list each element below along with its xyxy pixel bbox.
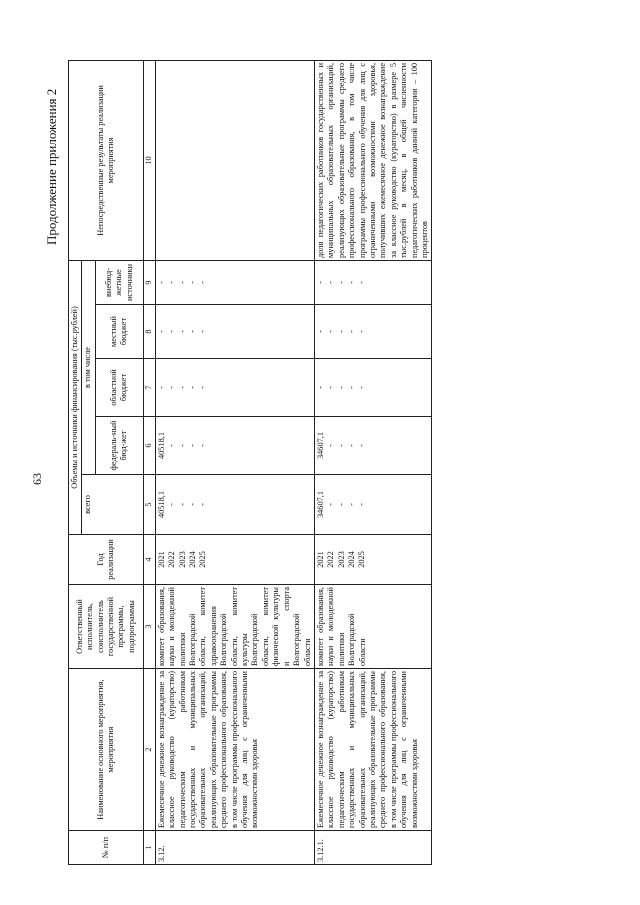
total-cell: - <box>336 503 346 506</box>
row-regional <box>314 359 431 417</box>
header-regional: областной бюджет <box>95 359 143 417</box>
extrabudget-cell: - <box>167 281 177 284</box>
extrabudget-cell: - <box>315 281 325 284</box>
row-result: доля педагогических работников государственных и муниципальных образовательных организаций, реализующих образовательные программы среднего профессионального образования, в том числе программы профессионального обучения для лиц с ограниченными возможностями здоровья, получивших ежемесячное денежное вознаграждение за классное руководство (кураторство) в размере 5 тыс.рублей в месяц, в общей численности педагогических работников данной категории – 100 процентов <box>314 60 431 260</box>
rotated-landscape-sheet <box>0 40 640 905</box>
year-cell: 2021 <box>156 551 166 568</box>
table-row <box>314 60 431 864</box>
local-cell: - <box>198 330 208 333</box>
total-cell: - <box>198 503 208 506</box>
row-result <box>155 60 314 260</box>
extrabudget-cell: - <box>177 281 187 284</box>
header-including: в том числе <box>82 260 95 474</box>
regional-cell: - <box>347 386 357 389</box>
regional-cell: - <box>336 386 346 389</box>
regional-cell: - <box>177 386 187 389</box>
row-federal <box>155 417 314 475</box>
header-funding-group: Объемы и источники финансирования (тыс.рублей) <box>69 260 82 534</box>
total-cell: 40518,1 <box>156 491 166 518</box>
federal-cell: - <box>198 444 208 447</box>
row-extrabudget <box>314 260 431 304</box>
row-local <box>155 305 314 359</box>
regional-cell: - <box>326 386 336 389</box>
federal-cell: - <box>187 444 197 447</box>
header-row-1 <box>69 60 82 864</box>
table-row <box>155 60 314 864</box>
extrabudget-cell: - <box>156 281 166 284</box>
row-name: Ежемесячное денежное вознаграждение за классное руководство (кураторство) педагогическим работникам государственных и муниципальных образовательных организаций, реализующих образовательные программы среднего профессионального образования, в том числе программы профессионального обучения для лиц с ограниченными возможностями здоровья <box>314 669 431 831</box>
extrabudget-cell: - <box>187 281 197 284</box>
row-executor: комитет образования, науки и молодежной политики Волгоградской области <box>314 585 431 669</box>
extrabudget-cell: - <box>347 281 357 284</box>
total-cell: 34607,1 <box>315 491 325 518</box>
row-total <box>314 475 431 535</box>
header-year: Год реализации <box>69 535 144 585</box>
continuation-caption: Продолжение приложения 2 <box>44 88 59 245</box>
federal-cell: - <box>177 444 187 447</box>
local-cell: - <box>187 330 197 333</box>
header-executor: Ответственный исполнитель, соисполнитель государственной программы, подпрограммы <box>69 585 144 669</box>
total-cell: - <box>347 503 357 506</box>
year-cell: 2023 <box>177 551 187 568</box>
row-years <box>155 535 314 585</box>
column-index: 9 <box>143 260 155 304</box>
year-cell: 2024 <box>347 551 357 568</box>
row-executor: комитет образования, науки и молодежной политики Волгоградской области, комитет здравоохранения Волгоградской области, комитет культуры Волгоградской области, комитет физической культуры и спорта Волгоградской области <box>155 585 314 669</box>
federal-cell: 34607,1 <box>315 432 325 459</box>
column-index-row <box>143 60 155 864</box>
local-cell: - <box>156 330 166 333</box>
year-cell: 2023 <box>336 551 346 568</box>
row-years <box>314 535 431 585</box>
page-number: 63 <box>30 473 44 485</box>
column-index: 3 <box>143 585 155 669</box>
year-cell: 2025 <box>357 551 367 568</box>
row-federal <box>314 417 431 475</box>
header-federal: федераль-ный бюд-жет <box>95 417 143 475</box>
row-total <box>155 475 314 535</box>
local-cell: - <box>336 330 346 333</box>
column-index: 1 <box>143 831 155 865</box>
local-cell: - <box>177 330 187 333</box>
row-name: Ежемесячное денежное вознаграждение за классное руководство (кураторство) педагогическим работникам государственных и муниципальных образовательных организаций, реализующих образовательные программы среднего профессионального образования, в том числе программы профессионального обучения для лиц с ограниченными возможностями здоровья <box>155 669 314 831</box>
column-index: 7 <box>143 359 155 417</box>
column-index: 10 <box>143 60 155 260</box>
local-cell: - <box>315 330 325 333</box>
local-cell: - <box>347 330 357 333</box>
local-cell: - <box>326 330 336 333</box>
row-number: 3.12. <box>155 831 314 865</box>
total-cell: - <box>177 503 187 506</box>
local-cell: - <box>167 330 177 333</box>
extrabudget-cell: - <box>357 281 367 284</box>
column-index: 4 <box>143 535 155 585</box>
column-index: 2 <box>143 669 155 831</box>
row-extrabudget <box>155 260 314 304</box>
header-name: Наименование основного мероприятия, мероприятия <box>69 669 144 831</box>
row-number: 3.12.1. <box>314 831 431 865</box>
regional-cell: - <box>315 386 325 389</box>
regional-cell: - <box>187 386 197 389</box>
federal-cell: 40518,1 <box>156 432 166 459</box>
regional-cell: - <box>198 386 208 389</box>
regional-cell: - <box>156 386 166 389</box>
header-results: Непосредственные результаты реализации мероприятия <box>69 60 144 260</box>
header-local: местный бюджет <box>95 305 143 359</box>
federal-cell: - <box>326 444 336 447</box>
header-num: № п/п <box>69 831 144 865</box>
extrabudget-cell: - <box>326 281 336 284</box>
federal-cell: - <box>167 444 177 447</box>
federal-cell: - <box>357 444 367 447</box>
column-index: 5 <box>143 475 155 535</box>
regional-cell: - <box>167 386 177 389</box>
year-cell: 2025 <box>198 551 208 568</box>
row-local <box>314 305 431 359</box>
extrabudget-cell: - <box>336 281 346 284</box>
header-extrabudget: внебюд-жетные источники <box>95 260 143 304</box>
column-index: 8 <box>143 305 155 359</box>
header-total: всего <box>82 475 143 535</box>
total-cell: - <box>167 503 177 506</box>
row-regional <box>155 359 314 417</box>
total-cell: - <box>357 503 367 506</box>
total-cell: - <box>326 503 336 506</box>
program-table <box>68 60 432 865</box>
extrabudget-cell: - <box>198 281 208 284</box>
year-cell: 2022 <box>167 551 177 568</box>
total-cell: - <box>187 503 197 506</box>
year-cell: 2022 <box>326 551 336 568</box>
federal-cell: - <box>336 444 346 447</box>
federal-cell: - <box>347 444 357 447</box>
year-cell: 2024 <box>187 551 197 568</box>
local-cell: - <box>357 330 367 333</box>
regional-cell: - <box>357 386 367 389</box>
year-cell: 2021 <box>315 551 325 568</box>
column-index: 6 <box>143 417 155 475</box>
